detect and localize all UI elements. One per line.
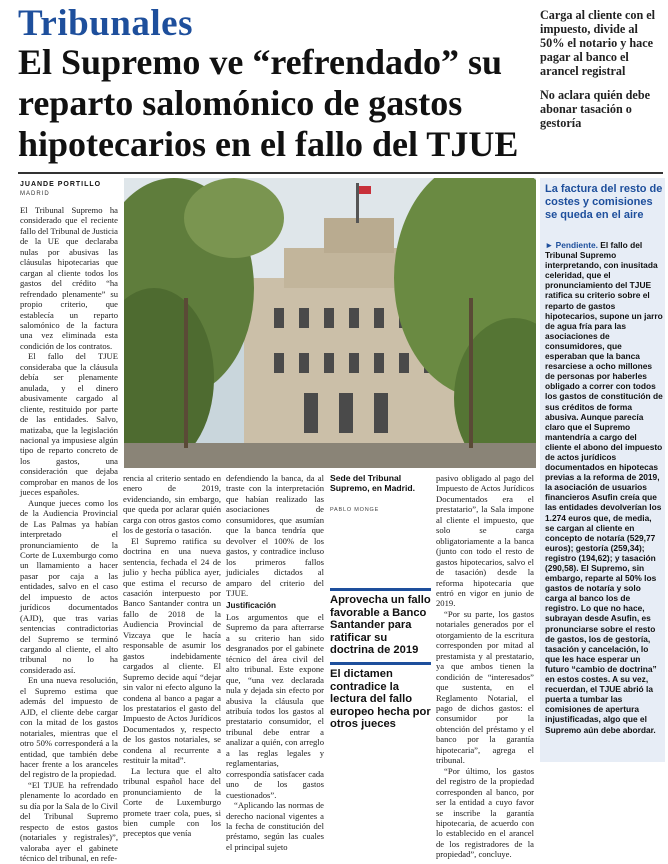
paragraph: pasivo obligado al pago del Impuesto de Actos Jurídicos Documentados era el prestatario”, la Sala impone al cliente el impuesto, que solo se carga obligatoriamente a la banca (junto con todo el resto de gastos hipotecarios, salvo el de tasación) desde la reforma hipotecaria que entró en vigor en junio de 2019. xyxy=(436,473,534,609)
summary-point-1: Carga al cliente con el impuesto, divide al 50% el notario y hace pagar al banco el arancel registral xyxy=(540,8,656,78)
photo-credit: PABLO MONGE xyxy=(330,507,380,513)
paragraph: “Aplicando las normas de derecho nacional vigentes a la fecha de constitución del préstamo, según las cuales el principal sujeto xyxy=(226,800,324,852)
paragraph: La lectura que el alto tribunal español hace del pronunciamiento de la Corte de Luxemburgo promete traer cola, pues, si bien cumple con los preceptos que venía xyxy=(123,765,221,839)
headline: El Supremo ve “refrendado” su reparto salomónico de gastos hipotecarios en el fallo del TJUE xyxy=(18,42,519,164)
byline-place: MADRID xyxy=(20,191,50,197)
paragraph: defendiendo la banca, da al traste con la interpretación que habían realizado las asociaciones de consumidores, que asumían que la banca tendría que devolver el 100% de los gastos, y contradice incluso los primeros fallos judiciales dictados al amparo del criterio del TJUE. xyxy=(226,473,324,598)
paragraph: “Por último, los gastos del registro de la propiedad corresponden al banco, por ser la entidad a cuyo favor se inscribe la garantía hipotecaria, de acuerdo con lo establecido en el arancel de los registradores de la propiedad”, concluye. xyxy=(436,765,534,860)
paragraph: En una nueva resolución, el Supremo estima que además del impuesto de AJD, el cliente debe cargar con la mitad de los gastos notariales, mientras que el otro 50% corresponderá a la entidad, que también debe hacer frente a los aranceles del registro de la propiedad. xyxy=(20,675,118,780)
paragraph: El Supremo ratifica su doctrina en una nueva sentencia, fechada el 24 de julio y hecha pública ayer, que estima el recurso de casación interpuesto por Banco Santander contra un fallo de 2018 de la Audiencia Provincial de Vizcaya que le hacía responsable de asumir los gastos indebidamente cargados al cliente. El Supremo decide aquí “dejar sin valor ni efecto alguno la condena al banco a pagar a los prestatarios el gasto del Impuesto de Actos Jurídicos Documentados y, respecto de los gastos notariales, se condena al recurrente a restituir la mitad”. xyxy=(123,535,221,766)
paragraph: El Tribunal Supremo ha considerado que el reciente fallo del Tribunal de Justicia de la UE que declaraba nulas por abusivas las cláusulas hipotecarias que cargan al cliente todos los gastos del crédito “ha refrendado plenamente” su propio criterio, que establecía un reparto salomónico de la factura una vez eliminada esta condición de los contratos. xyxy=(20,205,118,351)
sidebar-lead: ► Pendiente. xyxy=(545,240,598,250)
body-column-2 xyxy=(123,473,221,839)
sidebar-body xyxy=(545,240,663,735)
byline-author: JUANDE PORTILLO xyxy=(20,181,102,188)
highlight-rule xyxy=(330,662,431,665)
paragraph: El fallo del TJUE consideraba que la cláusula debía ser plenamente anulada, y el dinero abusivamente cargado al cliente, restituido por parte de las entidades. Salvo, matizaba, que la legislación nacional ya impusiese algún tipo de reparto concreto de los gastos, una consideración que dejaba comprobar en manos de los jueces españoles. xyxy=(20,351,118,498)
highlight-quote-2: El dictamen contradice la lectura del fallo europeo hecha por otros jueces xyxy=(330,668,431,731)
highlight-quote-1: Aprovecha un fallo favorable a Banco Santander para ratificar su doctrina de 2019 xyxy=(330,594,431,657)
sidebar-text: El fallo del Tribunal Supremo interpretando, con inusitada celeridad, que el pronunciamiento del TJUE ratifica su criterio sobre el reparto de gastos hipotecarios, supone un jarro de agua fría para las asociaciones de consumidores, que esperaban que la banca resarciese a ocho millones de personas por haberles obligado a correr con todos los gastos de constitución de sus créditos de forma abusiva. Aunque parecía claro que el Supremo mantendría a cargo del cliente el abono del impuesto de actos jurídicos documentados en hipotecas previas a la reforma de 2019, la asociación de usuarios financieros Asufin creía que las entidades devolverían los 1.274 euros que, de media, se cargan al cliente en concepto de notaría (529,77 euros); gestoría (259,34); registro (194,62); y tasación (290,58). El Supremo, sin embargo, reparte al 50% los gastos de notaría y solo carga al banco los de registro. Lo que no hace, subrayan desde Asufin, es pronunciarse sobre el resto de gastos, los de gestoría, tasación y cancelación, lo que les hace esperar un futuro “cambio de doctrina” en estos costes. A su vez, recuerdan, el TJUE abrió la puerta a tumbar las comisiones de apertura injustificadas, algo que el Supremo aún debe abordar. xyxy=(545,240,663,735)
subheading: Justificación xyxy=(226,601,277,611)
paragraph: rencia al criterio sentado en enero de 2019, evidenciando, sin embargo, que queda por aclarar quién carga con otros gastos como los de gestoría o tasación. xyxy=(123,473,221,536)
paragraph: Aunque jueces como los de la Audiencia Provincial de Las Palmas ya habían interpretado el pronunciamiento de la Corte de Luxemburgo como un llamamiento a hacer pasar por caja a las entidades, salvo en el caso del impuesto de actos jurídicos documentados (AJD), que tras varias sentencias contradictorias del Supremo se terminó cargando al cliente, el alto tribunal no lo ha considerado así. xyxy=(20,497,118,675)
paragraph: Los argumentos que el Supremo da para afterrarse a su criterio han sido desgranados por el gabinete técnico del área civil del alto tribunal. Este expone que, “una vez declarada nula y dejada sin efecto por abusiva la cláusula que atribuía todos los gastos al prestatario consumidor, el tribunal debe entrar a analizar a quién, con arreglo a las reglas legales y reglamentarias, correspondía satisfacer cada uno de los gastos cuestionados”. xyxy=(226,611,324,800)
summary-box xyxy=(540,8,664,140)
body-column-3 xyxy=(226,473,324,852)
supreme-court-photo xyxy=(124,178,536,468)
paragraph: “Por su parte, los gastos notariales generados por el otorgamiento de la escritura corresponden por mitad al prestamista y al prestatario, ya que ambos tienen la condición de “interesados” que sustenta, en el Reglamento Notarial, el pago de dichos gastos: el consumidor por la obtención del préstamo y el banco por la garantía hipotecaria”, agrega el tribunal. xyxy=(436,608,534,766)
header-rule xyxy=(18,172,663,174)
building-illustration xyxy=(124,178,536,468)
section-title: Tribunales xyxy=(18,3,193,44)
body-column-1 xyxy=(20,205,118,864)
paragraph: “El TJUE ha refrendado plenamente lo acordado en su día por la Sala de lo Civil del Tribunal Supremo respecto de estos gastos (notariales y registrales)”, valoraba ayer el gabinete técnico del tribunal, en refe- xyxy=(20,779,118,864)
summary-point-2: No aclara quién debe abonar tasación o gestoría xyxy=(540,88,651,130)
highlight-rule xyxy=(330,588,431,591)
photo-caption: Sede del Tribunal Supremo, en Madrid. xyxy=(330,473,415,493)
body-column-5 xyxy=(436,473,534,860)
sidebar-title: La factura del resto de costes y comisiones se queda en el aire xyxy=(545,183,663,221)
